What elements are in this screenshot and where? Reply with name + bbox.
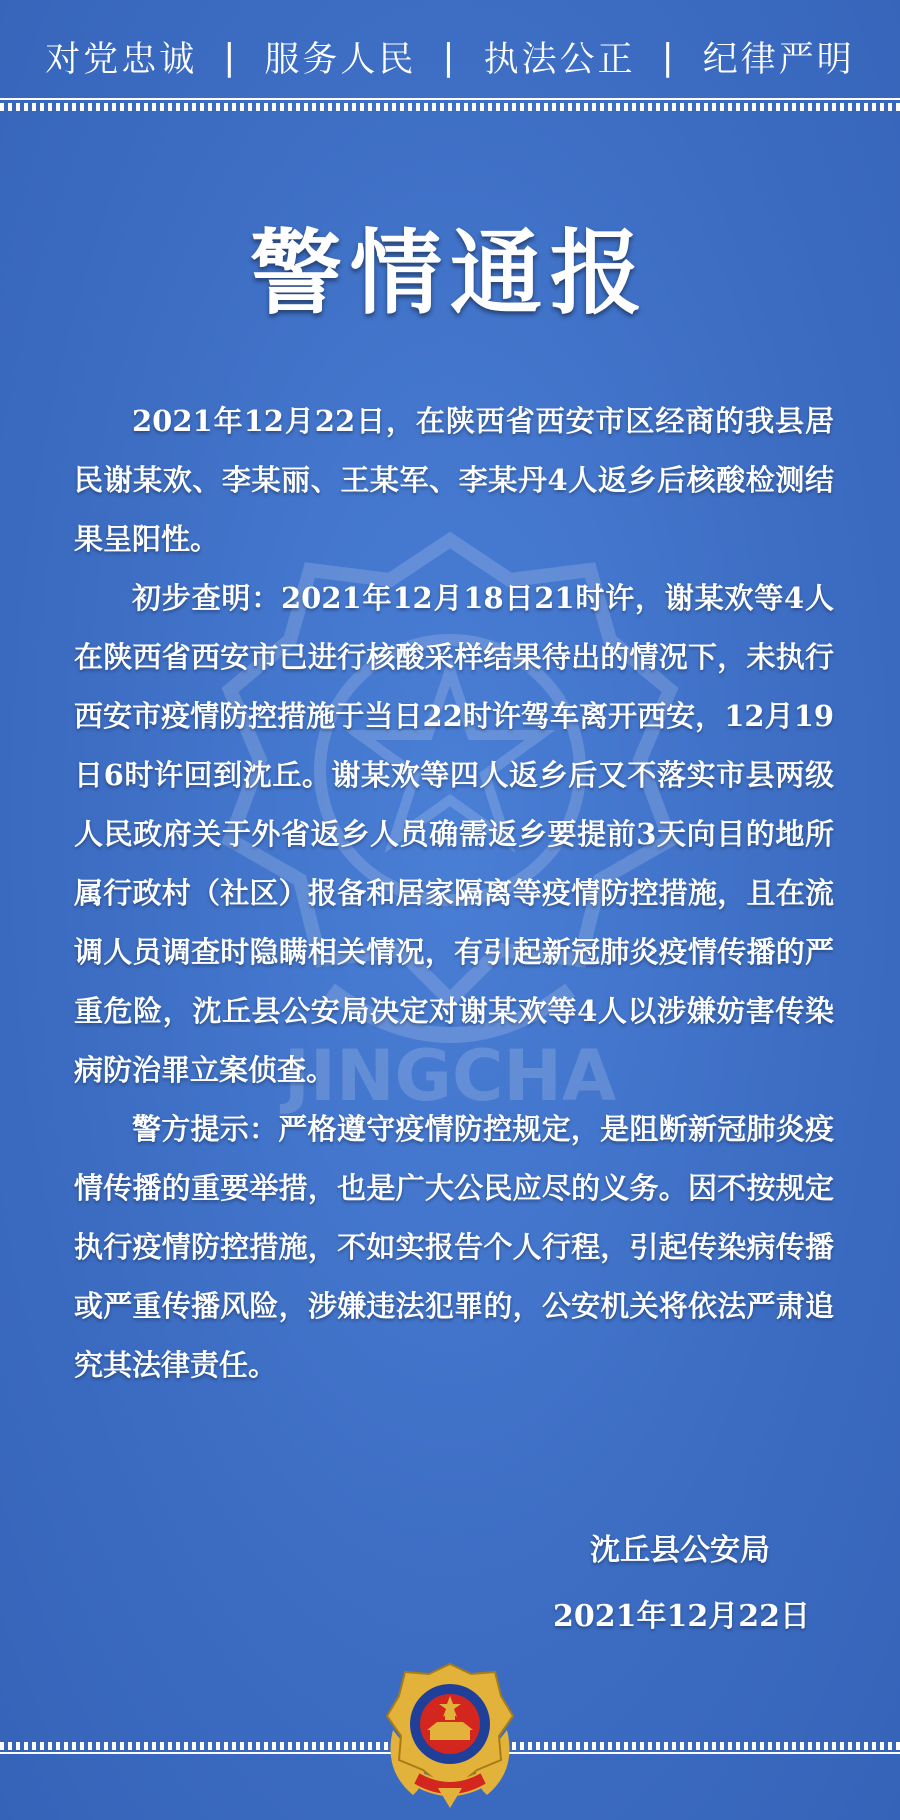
motto-separator: |: [661, 36, 677, 78]
motto-separator: |: [223, 36, 239, 78]
motto-item-loyalty: 对党忠诚: [45, 40, 198, 80]
paragraph-warning: 警方提示：严格遵守疫情防控规定，是阻断新冠肺炎疫情传播的重要举措，也是广大公民应尽的义务。因不按规定执行疫情防控措施，不如实报告个人行程，引起传染病传播或严重传播风险，涉嫌违法犯罪的，公安机关将依法严肃追究其法律责任。: [74, 1112, 834, 1382]
paragraph-investigation: 初步查明：2021年12月18日21时许，谢某欢等4人在陕西省西安市已进行核酸采样结果待出的情况下，未执行西安市疫情防控措施于当日22时许驾车离开西安，12月19日6时许回到沈丘。谢某欢等四人返乡后又不落实市县两级人民政府关于外省返乡人员确需返乡要提前3天向目的地所属行政村（社区）报备和居家隔离等疫情防控措施，且在流调人员调查时隐瞒相关情况，有引起新冠肺炎疫情传播的严重危险，沈丘县公安局决定对谢某欢等4人以涉嫌妨害传染病防治罪立案侦查。: [74, 581, 834, 1087]
issue-date: 2021年12月22日: [553, 1599, 810, 1634]
motto-item-discipline: 纪律严明: [702, 40, 855, 80]
motto-banner: [0, 22, 900, 92]
paragraph-incident: 2021年12月22日，在陕西省西安市区经商的我县居民谢某欢、李某丽、王某军、李某丹4人返乡后核酸检测结果呈阳性。: [74, 404, 834, 556]
page-title: 警情通报: [249, 220, 650, 327]
notice-body: [74, 392, 834, 1395]
signature-block: [450, 1518, 810, 1650]
top-divider: [0, 98, 900, 112]
motto-item-service: 服务人民: [264, 40, 417, 80]
watermark-text: JINGCHA: [283, 1035, 617, 1117]
motto-separator: |: [442, 36, 458, 78]
issuing-organization: 沈丘县公安局: [590, 1533, 770, 1568]
police-emblem-icon: [383, 1660, 517, 1810]
motto-item-justice: 执法公正: [483, 40, 636, 80]
